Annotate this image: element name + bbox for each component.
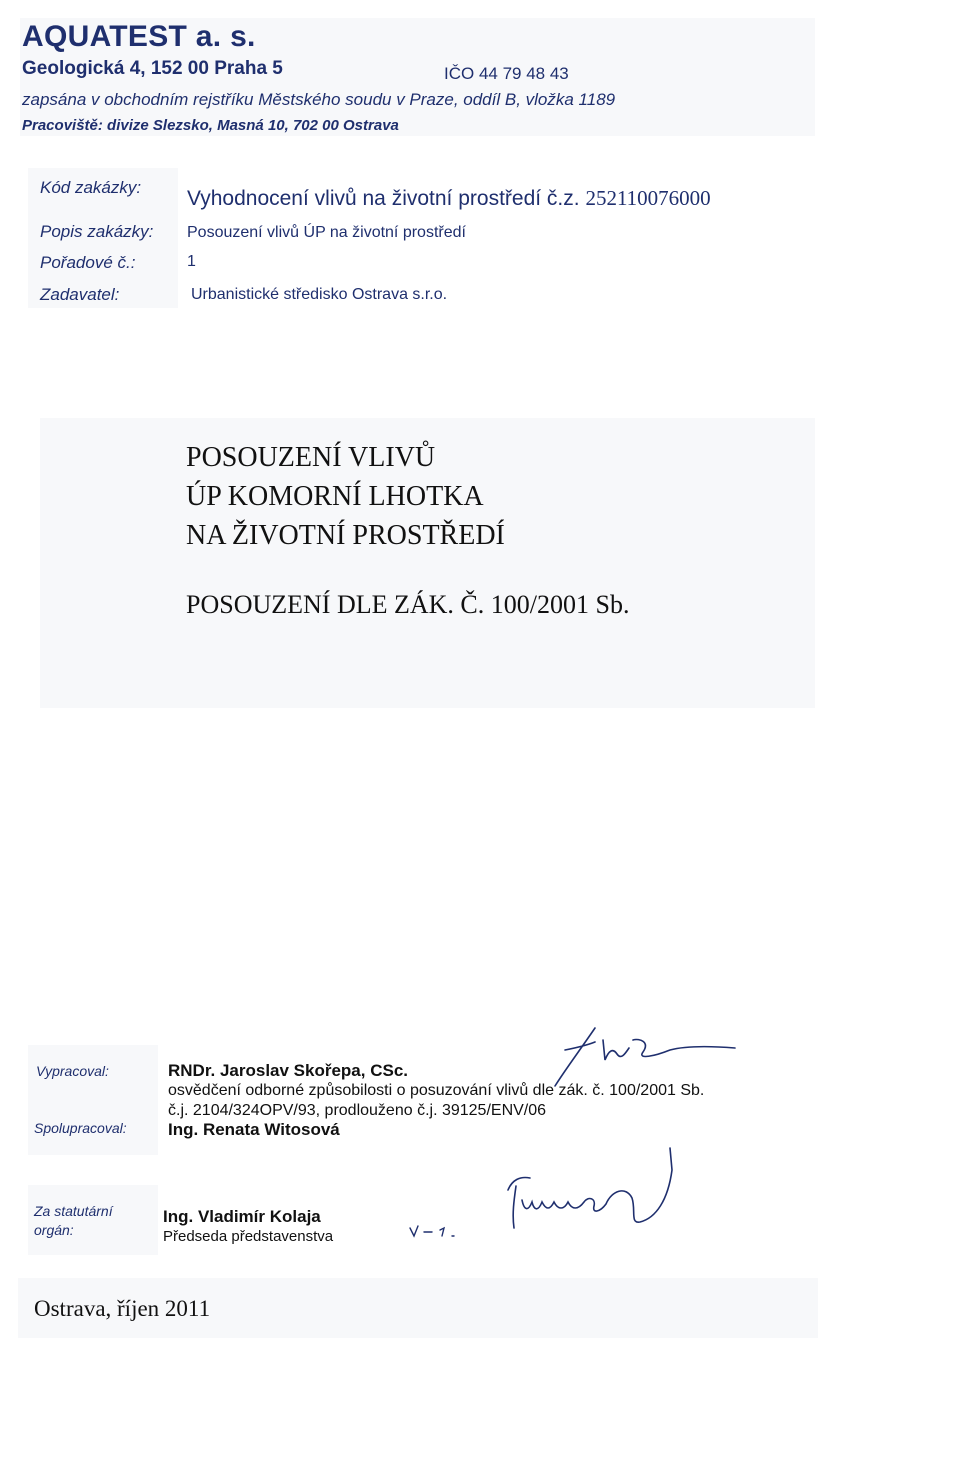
description-value: Posouzení vlivů ÚP na životní prostředí — [187, 224, 466, 241]
statutory-shade — [28, 1185, 158, 1255]
code-value-text: Vyhodnocení vlivů na životní prostředí č.z. — [187, 187, 580, 210]
statutory-label-line-1: Za statutární — [34, 1203, 113, 1219]
cooperated-name: Ing. Renata Witosová — [168, 1120, 340, 1139]
code-value — [187, 186, 711, 211]
signature-shade — [28, 1045, 158, 1155]
place-date: Ostrava, říjen 2011 — [34, 1296, 211, 1321]
company-workplace: Pracoviště: divize Slezsko, Masná 10, 702 00 Ostrava — [22, 117, 399, 134]
client-label: Zadavatel: — [40, 285, 120, 304]
cooperated-label: Spolupracoval: — [34, 1120, 127, 1136]
statutory-name: Ing. Vladimír Kolaja — [163, 1207, 321, 1226]
prepared-name: RNDr. Jaroslav Skořepa, CSc. — [168, 1061, 409, 1080]
prepared-certificate: osvědčení odborné způsobilosti o posuzování vlivů dle zák. č. 100/2001 Sb. — [168, 1082, 705, 1099]
description-label: Popis zakázky: — [40, 222, 154, 241]
prepared-label: Vypracoval: — [36, 1063, 109, 1079]
signature-kolaja — [400, 1140, 690, 1250]
statutory-role: Předseda představenstva — [163, 1228, 334, 1245]
order-label: Pořadové č.: — [40, 253, 136, 272]
order-value: 1 — [187, 253, 196, 270]
statutory-label-line-2: orgán: — [34, 1222, 74, 1238]
signature-skorepa — [545, 1020, 745, 1090]
title-line-1: POSOUZENÍ VLIVŮ — [186, 442, 436, 473]
code-label: Kód zakázky: — [40, 178, 142, 197]
code-number: 252110076000 — [585, 186, 711, 210]
company-registry: zapsána v obchodním rejstříku Městského soudu v Praze, oddíl B, vložka 1189 — [22, 90, 616, 109]
company-address: Geologická 4, 152 00 Praha 5 — [22, 58, 283, 79]
company-name: AQUATEST a. s. — [22, 20, 256, 53]
title-line-2: ÚP KOMORNÍ LHOTKA — [186, 481, 484, 512]
title-subtitle: POSOUZENÍ DLE ZÁK. Č. 100/2001 Sb. — [186, 590, 630, 619]
company-ico: IČO 44 79 48 43 — [444, 64, 569, 83]
prepared-reference: č.j. 2104/324OPV/93, prodlouženo č.j. 39125/ENV/06 — [168, 1102, 547, 1119]
title-line-3: NA ŽIVOTNÍ PROSTŘEDÍ — [186, 520, 505, 551]
client-value: Urbanistické středisko Ostrava s.r.o. — [191, 286, 448, 303]
